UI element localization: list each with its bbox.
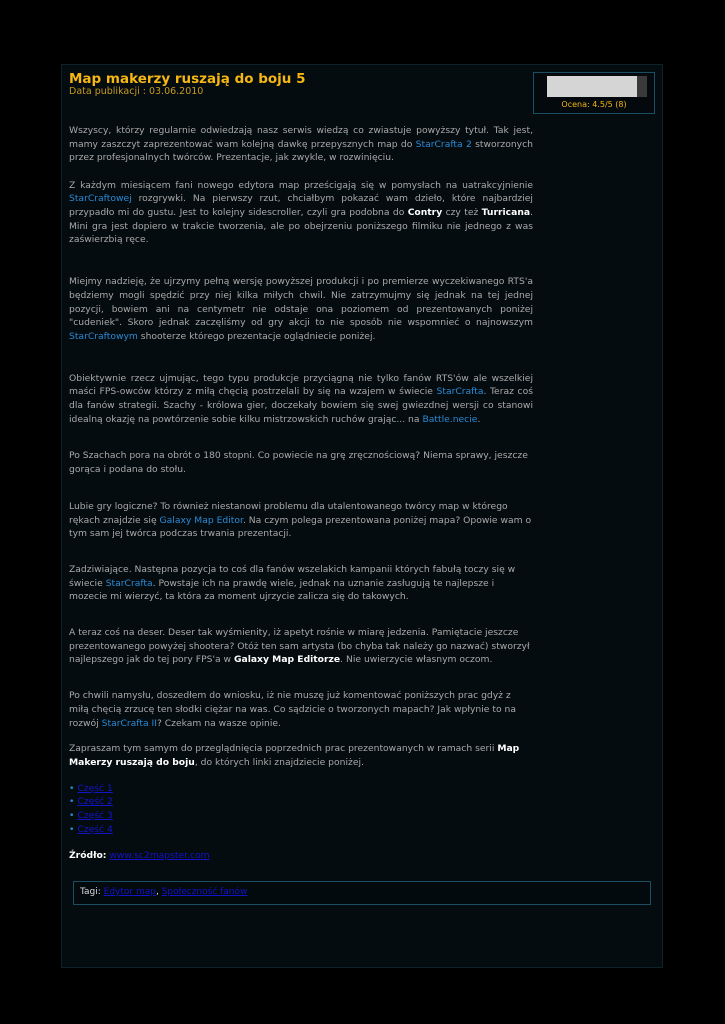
bold-galaxy-map-editorze: Galaxy Map Editorze [233,654,341,666]
paragraph-text: Obiektywnie rzecz ujmując, tego typu produkcje przyciągną nie tylko fanów RTS'ów ale wszelkiej maści FPS-owców którzy z miłą chęcią postrzelali by się na wzajem w świecie [69,372,533,398]
publication-date: Data publikacji : 03.06.2010 [69,86,204,97]
paragraph-intro [69,124,533,165]
paragraph-text: Wszyscy, którzy regularnie odwiedzają nasz serwis wiedzą co zwiastuje powyższy tytuł. Tak jest, mamy zaszczyt zaprezentować wam kolejną dawkę przepysznych map do [69,125,533,150]
paragraph-series [69,742,533,769]
paragraph-text: shooterze którego prezentacje oglądniecie poniżej. [137,330,376,342]
starcraftowym-link[interactable]: StarCraftowym [69,330,138,342]
rating-widget[interactable] [533,72,655,114]
paragraph-chess [69,372,533,427]
list-item [69,782,533,796]
paragraph-text: , do których linki znajdziecie poniżej. [194,757,364,768]
paragraph-opinions [69,689,533,730]
paragraph-dessert [69,626,533,667]
paragraph-text: Zadziwiające. Następna pozycja to coś dla fanów wszelakich kampanii których fabułą toczy się w świecie [69,563,516,589]
list-item [69,795,533,809]
bold-turricana: Turricana [481,207,531,219]
source-link[interactable]: www.sc2mapster.com [109,849,210,861]
paragraph-text: Miejmy nadzieję, że ujrzymy pełną wersję powyższej produkcji i po premierze wyczekiwanego RTS'a będziemy mogli spędzić przy niej kilka miłych chwil. Nie zatrzymujmy się jednak na tej jednej pozycji, bowiem ani na centymetr nie odstaje ona poziomem od prezentowanych poniżej "cudeniek". Skoro jednak zaczęliśmy od gry akcji to nie sposób nie wspomnieć o najnowszym [69,276,533,329]
paragraph-text: Lubie gry logiczne? To również niestanowi problemu dla utalentowanego twórcy map w którego rękach znajdzie się [69,500,508,526]
bullet-icon: • [69,782,75,794]
tags-label: Tagi: [80,887,101,897]
rating-stars-bar[interactable] [547,76,647,97]
part-4-link[interactable]: Część 4 [77,823,113,835]
previous-parts-list [69,782,533,837]
starcrafta-link[interactable]: StarCrafta [436,386,484,398]
paragraph-text: . Teraz coś dla fanów strategii. Szachy - królowa gier, doczekały bowiem się swej gwiezdnej wersji co stanowi idealną okazję na powtórzenie sobie kilku mistrzowskich ruchów grając... na [69,386,533,425]
paragraph-text: stworzonych przez profesjonalnych twórców. Prezentacje, jak zwykle, w rozwinięciu. [69,138,533,164]
starcrafta-link-2[interactable]: StarCrafta [105,577,153,589]
paragraph-text: Po chwili namysłu, doszedłem do wniosku, iż nie muszę już komentować poniższych prac gdyż z miłą chęcią zrzucę ten słodki ciężar na was. Co sądzicie o tworzonych mapach? Jak wpłynie to na rozwój [69,690,516,729]
paragraph-campaign [69,563,533,604]
rating-fill [547,76,637,97]
bold-series-name: Map Makerzy ruszają do boju [69,743,520,768]
paragraph-logic [69,500,533,541]
paragraph-text: ? Czekam na wasze opinie. [156,717,281,729]
paragraph-text: . Powstaje ich na prawdę wiele, jednak na uznanie zasługują te najlepsze i mozecie mi wierzyć, ta która za moment ujrzycie zalicza się do takowych. [69,577,495,603]
paragraph-shooter [69,275,533,344]
starcraftowej-link[interactable]: StarCraftowej [69,193,132,205]
tags-separator: , [155,887,162,897]
rating-label: Ocena: 4.5/5 (8) [561,100,627,109]
tag-link-fan-community[interactable]: Społeczność fanów [161,887,248,897]
paragraph-text: Z każdym miesiącem fani nowego edytora map prześcigają się w pomysłach na uatrakcyjnienie [69,179,533,191]
article-title: Map makerzy ruszają do boju 5 [69,71,306,87]
source-label: Źródło: [69,849,107,861]
source-line [69,849,533,863]
paragraph-sidescroller [69,179,533,248]
starcraft2-link-2[interactable]: StarCrafta II [101,717,157,729]
paragraph-arcade [69,449,533,476]
bullet-icon: • [69,796,75,808]
part-2-link[interactable]: Część 2 [77,796,113,808]
bullet-icon: • [69,810,75,822]
bold-contry: Contry [407,207,443,219]
tag-link-map-editor[interactable]: Edytor map [103,887,156,897]
paragraph-text: Zapraszam tym samym do przeglądnięcia poprzednich prac prezentowanych w ramach serii [69,743,498,755]
tags-box [73,881,651,905]
starcraft2-link[interactable]: StarCrafta 2 [415,138,472,150]
paragraph-text: . Mini gra jest dopiero w trakcie tworzenia, ale po obejrzeniu poniższego filmiku nie jednego z was zaświerzbią ręce. [69,207,533,246]
battlenet-link[interactable]: Battle.necie [422,413,478,425]
article-body [69,124,533,862]
galaxy-map-editor-link[interactable]: Galaxy Map Editor [159,514,243,526]
paragraph-text: rozgrywki. Na pierwszy rzut, chciałbym pokazać wam dzieło, które najbardziej przypadło mi do gustu. Jest to kolejny sidescroller, czyli gra podobna do [69,193,533,219]
list-item [69,823,533,837]
bullet-icon: • [69,823,75,835]
paragraph-text: . [477,413,481,425]
paragraph-text: czy też [442,207,482,219]
list-item [69,809,533,823]
part-3-link[interactable]: Część 3 [77,810,113,822]
paragraph-text: Po Szachach pora na obrót o 180 stopni. Co powiecie na grę zręcznościową? Niema sprawy, jeszcze gorąca i podana do stołu. [69,450,528,476]
paragraph-text: A teraz coś na deser. Deser tak wyśmienity, iż apetyt rośnie w miarę jedzenia. Pamiętacie jeszcze prezentowanego powyżej shootera? Otóż ten sam artysta (bo chyba tak należy go nazwać) stworzył najlepszego jak do tej pory FPS'a w [69,627,530,666]
paragraph-text: . Na czym polega prezentowana poniżej mapa? Opowie wam o tym sam jej twórca podczas trwania prezentacji. [69,514,532,540]
paragraph-text: . Nie uwierzycie własnym oczom. [340,654,493,666]
part-1-link[interactable]: Część 1 [77,782,113,794]
